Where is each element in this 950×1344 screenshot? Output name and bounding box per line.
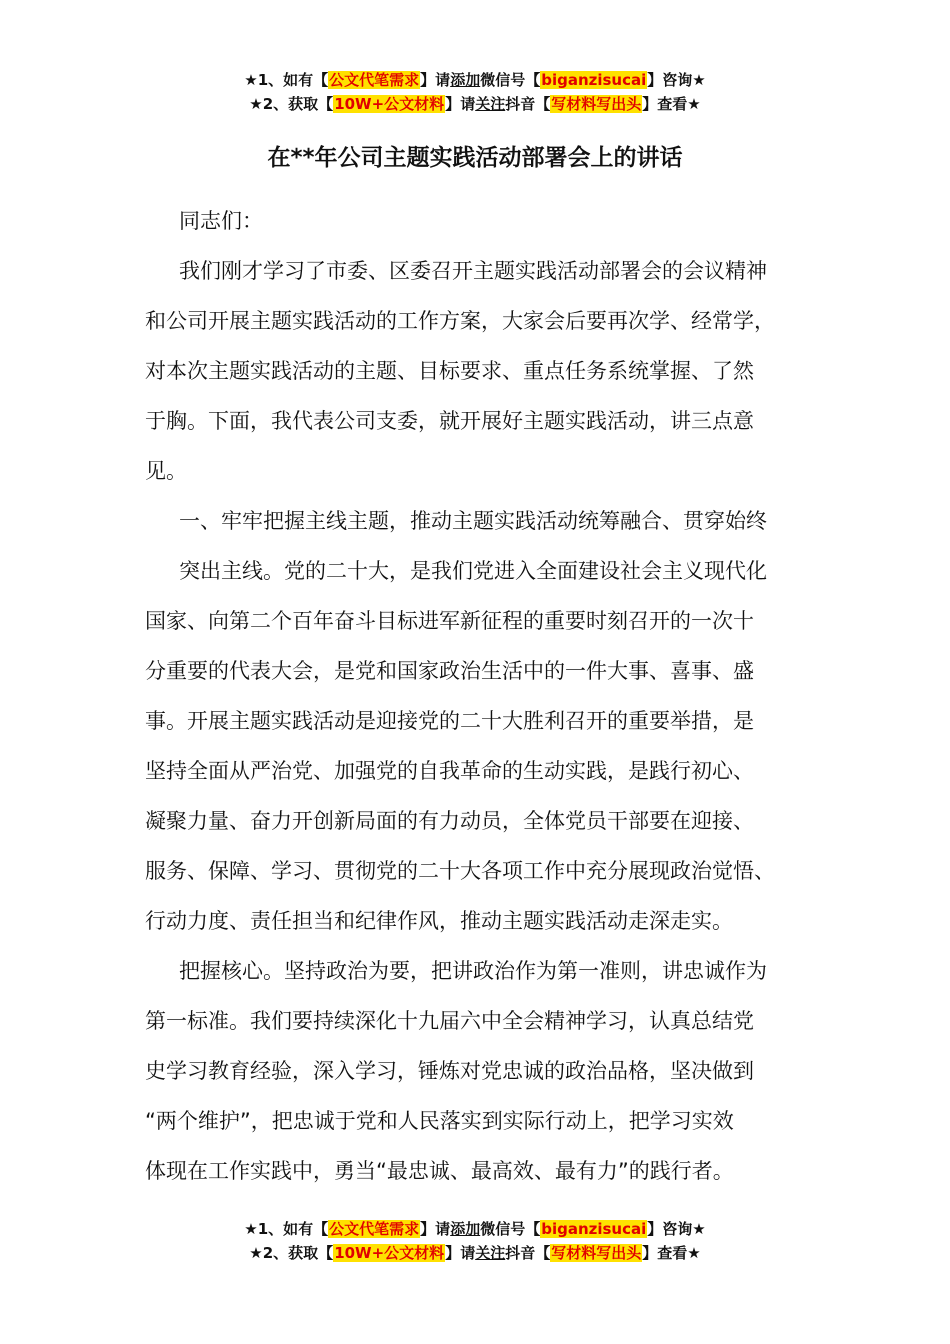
banner-highlight: biganzisucai bbox=[541, 71, 647, 89]
paragraph-line: 见。 bbox=[145, 459, 187, 483]
banner-text: ★2、获取【 bbox=[249, 95, 334, 113]
paragraph-line: 事。开展主题实践活动是迎接党的二十大胜利召开的重要举措，是 bbox=[145, 709, 754, 733]
paragraph-line: 和公司开展主题实践活动的工作方案，大家会后要再次学、经常学， bbox=[145, 309, 775, 333]
banner-text: 微信号【 bbox=[480, 1220, 541, 1238]
greeting-line: 同志们： bbox=[179, 209, 263, 233]
banner-highlight: 写材料写出头 bbox=[551, 1244, 642, 1262]
banner-text: 】请 bbox=[445, 95, 476, 113]
banner-text: 抖音【 bbox=[505, 1244, 551, 1262]
banner-line-1 bbox=[0, 68, 950, 92]
paragraph-line: 分重要的代表大会，是党和国家政治生活中的一件大事、喜事、盛 bbox=[145, 659, 754, 683]
banner-text: 】请 bbox=[445, 1244, 476, 1262]
banner-text: 】咨询★ bbox=[647, 71, 706, 89]
paragraph-line: 体现在工作实践中，勇当“最忠诚、最高效、最有力”的践行者。 bbox=[145, 1159, 734, 1183]
banner-text: 微信号【 bbox=[480, 71, 541, 89]
banner-text: ★1、如有【 bbox=[244, 1220, 329, 1238]
banner-highlight: 10W+公文材料 bbox=[334, 95, 445, 113]
banner-line-2 bbox=[0, 1241, 950, 1265]
paragraph-line: 服务、保障、学习、贯彻党的二十大各项工作中充分展现政治觉悟、 bbox=[145, 859, 775, 883]
banner-highlight: 公文代笔需求 bbox=[329, 1220, 420, 1238]
banner-text: 】查看★ bbox=[642, 1244, 701, 1262]
paragraph-line: 对本次主题实践活动的主题、目标要求、重点任务系统掌握、了然 bbox=[145, 359, 754, 383]
banner-highlight: 写材料写出头 bbox=[551, 95, 642, 113]
banner-highlight: 公文代笔需求 bbox=[329, 71, 420, 89]
document-body bbox=[145, 196, 825, 1196]
paragraph-line: “两个维护”，把忠诚于党和人民落实到实际行动上，把学习实效 bbox=[145, 1109, 734, 1133]
paragraph-line: 突出主线。党的二十大，是我们党进入全面建设社会主义现代化 bbox=[179, 559, 767, 583]
banner-line-1 bbox=[0, 1217, 950, 1241]
banner-emphasis: 添加 bbox=[450, 71, 481, 89]
banner-highlight: biganzisucai bbox=[541, 1220, 647, 1238]
section-heading: 一、牢牢把握主线主题，推动主题实践活动统筹融合、贯穿始终 bbox=[179, 509, 767, 533]
banner-text: 】查看★ bbox=[642, 95, 701, 113]
paragraph-line: 我们刚才学习了市委、区委召开主题实践活动部署会的会议精神 bbox=[179, 259, 767, 283]
footer-banner bbox=[0, 1217, 950, 1265]
banner-line-2 bbox=[0, 92, 950, 116]
paragraph-line: 国家、向第二个百年奋斗目标进军新征程的重要时刻召开的一次十 bbox=[145, 609, 754, 633]
paragraph-line: 于胸。下面，我代表公司支委，就开展好主题实践活动，讲三点意 bbox=[145, 409, 754, 433]
header-banner bbox=[0, 68, 950, 116]
paragraph-line: 史学习教育经验，深入学习，锤炼对党忠诚的政治品格，坚决做到 bbox=[145, 1059, 754, 1083]
paragraph-line: 行动力度、责任担当和纪律作风，推动主题实践活动走深走实。 bbox=[145, 909, 733, 933]
banner-text: 】请 bbox=[420, 71, 451, 89]
paragraph-line: 凝聚力量、奋力开创新局面的有力动员，全体党员干部要在迎接、 bbox=[145, 809, 754, 833]
document-title: 在**年公司主题实践活动部署会上的讲话 bbox=[267, 145, 683, 171]
banner-text: ★1、如有【 bbox=[244, 71, 329, 89]
banner-text: 】请 bbox=[420, 1220, 451, 1238]
paragraph-line: 把握核心。坚持政治为要，把讲政治作为第一准则，讲忠诚作为 bbox=[179, 959, 767, 983]
paragraph-line: 坚持全面从严治党、加强党的自我革命的生动实践，是践行初心、 bbox=[145, 759, 754, 783]
banner-highlight: 10W+公文材料 bbox=[334, 1244, 445, 1262]
banner-emphasis: 添加 bbox=[450, 1220, 481, 1238]
banner-text: 】咨询★ bbox=[647, 1220, 706, 1238]
banner-text: ★2、获取【 bbox=[249, 1244, 334, 1262]
banner-text: 抖音【 bbox=[505, 95, 551, 113]
banner-emphasis: 关注 bbox=[475, 95, 506, 113]
banner-emphasis: 关注 bbox=[475, 1244, 506, 1262]
paragraph-line: 第一标准。我们要持续深化十九届六中全会精神学习，认真总结党 bbox=[145, 1009, 754, 1033]
